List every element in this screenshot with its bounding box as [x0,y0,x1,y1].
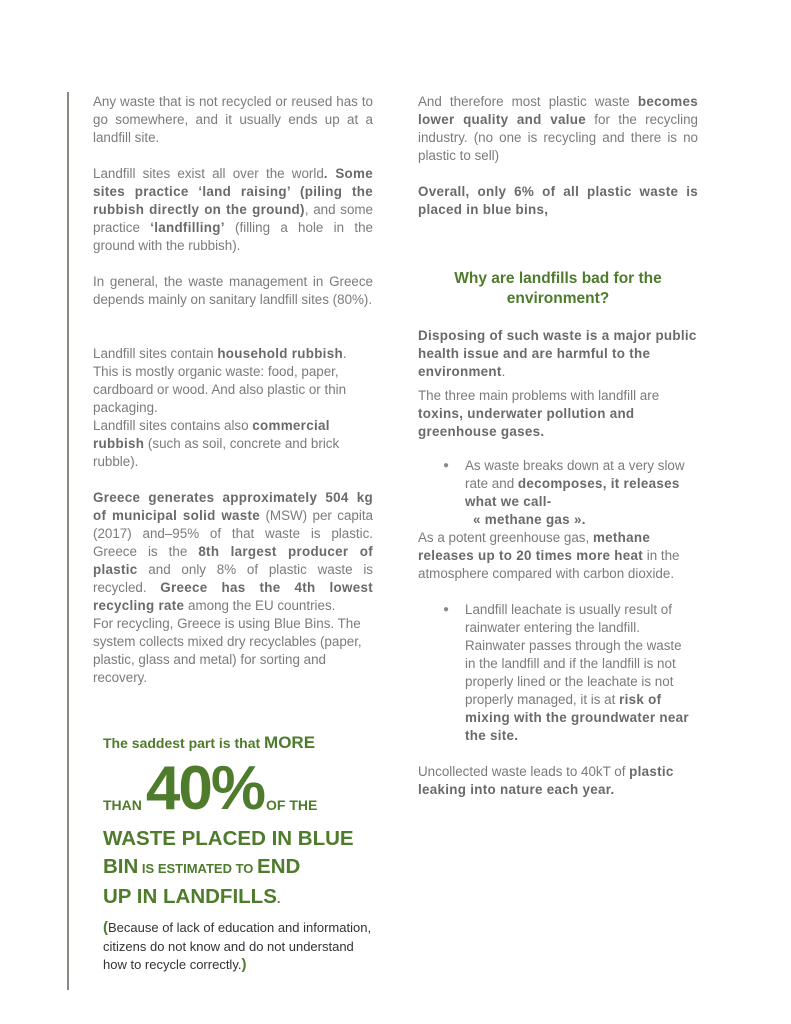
text: THAN [103,797,142,813]
bullet-icon: ● [443,604,450,615]
text: The three main problems with landfill are [418,388,660,403]
text: The saddest part is that [103,735,265,751]
bold-text: becomes lower quality and value [418,94,698,127]
bold-text: commercial rubbish [93,418,330,451]
text: UP IN LANDFILLS [103,885,277,908]
text: . [276,891,281,906]
intro-paragraph: Any waste that is not recycled or reused has to go somewhere, and it usually ends up at a landfill site. [93,94,373,145]
text: MORE [264,733,316,752]
commercial-rubbish-paragraph [93,417,373,471]
greece-stats-paragraph [93,489,373,615]
text: . This is mostly organic waste: food, paper, cardboard or wood. And also plastic or thin packaging. [93,346,347,415]
callout-line-3: WASTE PLACED IN BLUE [103,827,354,850]
callout-line-4 [103,853,373,883]
bullet-icon: ● [443,460,450,471]
text: (MSW) per capita (2017) and–95% of that waste is plastic. Greece is the [93,508,374,559]
main-problems-paragraph [418,387,698,441]
text: As waste breaks down at a very slow rate and [465,458,685,491]
text: END [257,855,301,878]
bold-text: methane releases up to 20 times more heat [418,530,651,563]
bold-text: ‘landfilling’ [150,220,225,235]
bold-text: Disposing of such waste is a major public health issue and are harmful to the environment [418,328,697,379]
callout-line-2 [103,754,373,823]
text: Landfill leachate is usually result of rainwater entering the landfill. Rainwater passes through the waste in the landfill and if the landfill is not properly lined or the leachate is not properly managed, it is at [465,602,682,707]
bold-text: Greece generates approximately 504 kg of municipal solid waste [93,490,373,523]
text: among the EU countries. [184,598,336,613]
text: . [501,364,506,379]
text: Uncollected waste leads to 40kT of [418,764,630,779]
text: IS ESTIMATED TO [138,861,258,876]
text: Landfill sites contain [93,346,218,361]
list-item [443,457,688,529]
bold-text: risk of mixing with the groundwater near the site. [465,692,689,743]
text: ( [103,919,108,936]
left-margin-rule [67,92,69,990]
household-rubbish-paragraph [93,345,373,417]
text: Landfill sites contains also [93,418,253,433]
blue-bins-stat-paragraph: Overall, only 6% of all plastic waste is placed in blue bins, [418,184,698,217]
leachate-bullet-list [418,601,698,745]
section-heading: Why are landfills bad for the environment? [454,270,662,307]
right-column [418,93,698,799]
callout-line-1 [103,733,373,753]
text: for the recycling industry. (no one is recycling and there is no plastic to sell) [418,112,698,163]
text: in the atmosphere compared with carbon dioxide. [418,548,680,581]
plastic-quality-paragraph [418,93,698,165]
bold-text: . Some sites practice ‘land raising’ (piling the rubbish directly on the ground) [93,166,373,217]
bold-text: toxins, underwater pollution and greenhouse gases. [418,406,635,439]
callout-note [103,919,373,975]
methane-heat-paragraph [418,529,698,583]
bold-text: plastic leaking into nature each year. [418,764,674,797]
landfill-types-paragraph [93,165,373,255]
text: (filling a hole in the ground with the rubbish). [93,220,373,253]
text: and only 8% of plastic waste is recycled. [93,562,373,595]
text: Landfill sites exist all over the world [93,166,324,181]
text: Because of lack of education and information, citizens do not know and do not understand how to recycle correctly. [103,920,372,972]
left-column [93,93,373,687]
text: BIN [103,855,139,878]
list-item [443,601,692,745]
text: And therefore most plastic waste [418,94,638,109]
text: ) [241,956,247,973]
forty-percent-callout [103,733,373,975]
methane-bullet-list [418,457,698,529]
bold-text: household rubbish [217,346,343,361]
text: (such as soil, concrete and brick rubble). [93,436,340,469]
public-health-paragraph [418,327,698,381]
big-percent: 40% [145,754,264,823]
bold-text: « methane gas ». [473,512,586,527]
blue-bins-paragraph: For recycling, Greece is using Blue Bins. The system collects mixed dry recyclables (paper, plastic, glass and metal) for sorting and recovery. [93,616,362,685]
greece-landfill-paragraph: In general, the waste management in Greece depends mainly on sanitary landfill sites (80%). [93,274,373,307]
text: OF THE [265,797,318,813]
bold-text: Greece has the 4th lowest recycling rate [93,580,373,613]
bold-text: 8th largest producer of plastic [93,544,373,577]
bold-text: decomposes, it releases what we call- [465,476,680,509]
text: As a potent greenhouse gas, [418,530,593,545]
text: , and some practice [93,202,373,235]
uncollected-waste-paragraph [418,763,698,799]
callout-line-5 [103,883,373,913]
